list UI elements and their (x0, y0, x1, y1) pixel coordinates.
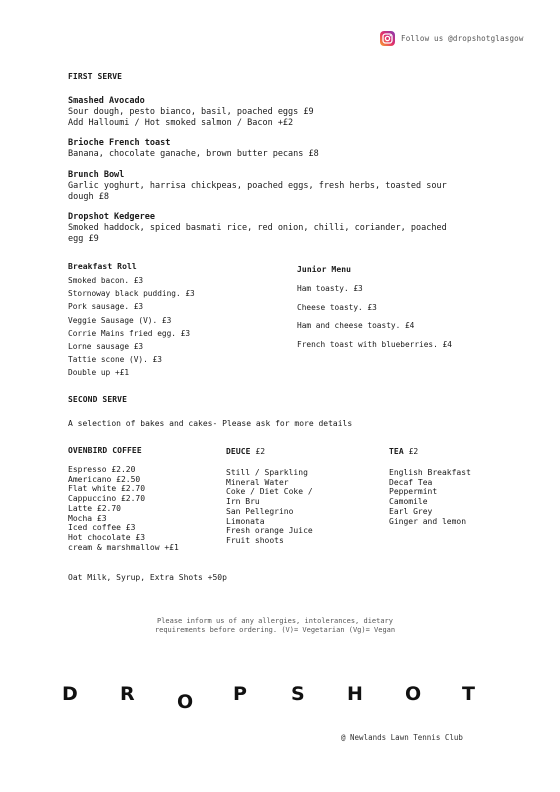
list-item: Veggie Sausage (V). £3 (68, 315, 172, 325)
list-item: Flat white £2.70 (68, 484, 146, 494)
list-item: Irn Bru (226, 497, 260, 507)
list-item: Still / Sparkling (226, 468, 308, 477)
list-item: Ham toasty. £3 (297, 284, 363, 293)
list-item: English Breakfast (389, 468, 471, 477)
list-item: Coke / Diet Coke / (226, 487, 313, 497)
list-item: Smoked bacon. £3 (68, 276, 144, 285)
list-item: Decaf Tea (389, 477, 433, 487)
item-description: egg £9 (68, 234, 99, 244)
list-item: Cheese toasty. £3 (297, 302, 377, 312)
logo-letter: H (347, 683, 363, 705)
second-serve-heading: SECOND SERVE (68, 395, 127, 404)
logo-letter: T (462, 683, 475, 705)
list-item: Ham and cheese toasty. £4 (297, 321, 415, 330)
logo-letter: D (62, 683, 78, 705)
list-item: Earl Grey (389, 506, 433, 516)
junior-menu-list (297, 280, 452, 354)
list-item: Americano £2.50 (68, 474, 141, 484)
first-serve-heading: FIRST SERVE (68, 72, 123, 81)
list-item: Iced coffee £3 (68, 523, 136, 533)
junior-menu-heading: Junior Menu (297, 265, 352, 274)
list-item: Mineral Water (226, 477, 289, 487)
list-item: Mocha £3 (68, 513, 107, 523)
deuce-heading-row (226, 447, 265, 456)
tea-heading: TEA (389, 447, 404, 456)
instagram-follow-text[interactable]: Follow us @dropshotglasgow (401, 34, 524, 43)
list-item: Tattie scone (V). £3 (68, 355, 162, 365)
list-item: Camomile (389, 497, 428, 507)
menu-item-smashed-avocado (68, 96, 314, 129)
item-description: Garlic yoghurt, harrisa chickpeas, poached eggs, fresh herbs, toasted sour (68, 181, 447, 191)
item-title: Brioche French toast (68, 138, 171, 148)
list-item: Limonata (226, 516, 265, 526)
logo-letter: O (405, 683, 422, 705)
extras-text: Oat Milk, Syrup, Extra Shots +50p (68, 573, 227, 582)
tea-list (389, 468, 471, 526)
item-description: Add Halloumi / Hot smoked salmon / Bacon +£2 (68, 118, 294, 128)
breakfast-roll-heading: Breakfast Roll (68, 262, 137, 271)
item-description: dough £8 (68, 192, 109, 202)
logo-letter: R (120, 683, 135, 705)
list-item: Fruit shoots (226, 535, 284, 545)
allergy-note (100, 617, 450, 635)
list-item: Fresh orange Juice (226, 526, 313, 536)
instagram-icon[interactable] (380, 31, 395, 46)
list-item: Pork sausage. £3 (68, 302, 144, 312)
tea-price: £2 (408, 447, 419, 456)
breakfast-roll-list (68, 274, 195, 380)
item-description: Banana, chocolate ganache, brown butter pecans £8 (68, 149, 319, 159)
item-description: Sour dough, pesto bianco, basil, poached eggs £9 (68, 107, 314, 117)
list-item: Peppermint (389, 487, 438, 497)
coffee-heading: OVENBIRD COFFEE (68, 446, 142, 455)
tea-heading-row (389, 447, 418, 456)
list-item: French toast with blueberries. £4 (297, 339, 452, 349)
list-item: Hot chocolate £3 (68, 532, 146, 542)
list-item: San Pellegrino (226, 506, 294, 516)
second-serve-text: A selection of bakes and cakes- Please ask for more details (68, 419, 353, 428)
item-title: Brunch Bowl (68, 170, 125, 180)
footer-venue: @ Newlands Lawn Tennis Club (341, 733, 463, 742)
logo-letter: P (233, 683, 247, 705)
allergy-note-line: Please inform us of any allergies, intolerances, dietary (156, 617, 393, 625)
allergy-note-line: requirements before ordering. (V)= Vegetarian (Vg)= Vegan (154, 626, 396, 634)
deuce-price: £2 (255, 447, 266, 456)
deuce-list (226, 468, 313, 546)
logo-letter: O (177, 691, 194, 713)
list-item: Espresso £2.20 (68, 465, 136, 474)
coffee-list (68, 465, 179, 552)
list-item: Cappuccino £2.70 (68, 494, 146, 504)
list-item: Latte £2.70 (68, 503, 121, 513)
list-item: Double up +£1 (68, 368, 130, 378)
deuce-heading: DEUCE (226, 447, 251, 456)
list-item: Lorne sausage £3 (68, 342, 144, 352)
item-title: Dropshot Kedgeree (68, 212, 155, 222)
list-item: Corrie Mains fried egg. £3 (68, 328, 191, 338)
item-title: Smashed Avocado (68, 96, 145, 106)
menu-item-dropshot-kedgeree (68, 212, 447, 245)
item-description: Smoked haddock, spiced basmati rice, red onion, chilli, coriander, poached (68, 223, 447, 233)
list-item: cream & marshmallow +£1 (68, 542, 179, 552)
menu-item-brunch-bowl (68, 170, 447, 203)
list-item: Stornoway black pudding. £3 (68, 289, 195, 299)
list-item: Ginger and lemon (389, 516, 467, 526)
menu-item-brioche-french-toast (68, 138, 319, 160)
logo-letter: S (291, 683, 305, 705)
